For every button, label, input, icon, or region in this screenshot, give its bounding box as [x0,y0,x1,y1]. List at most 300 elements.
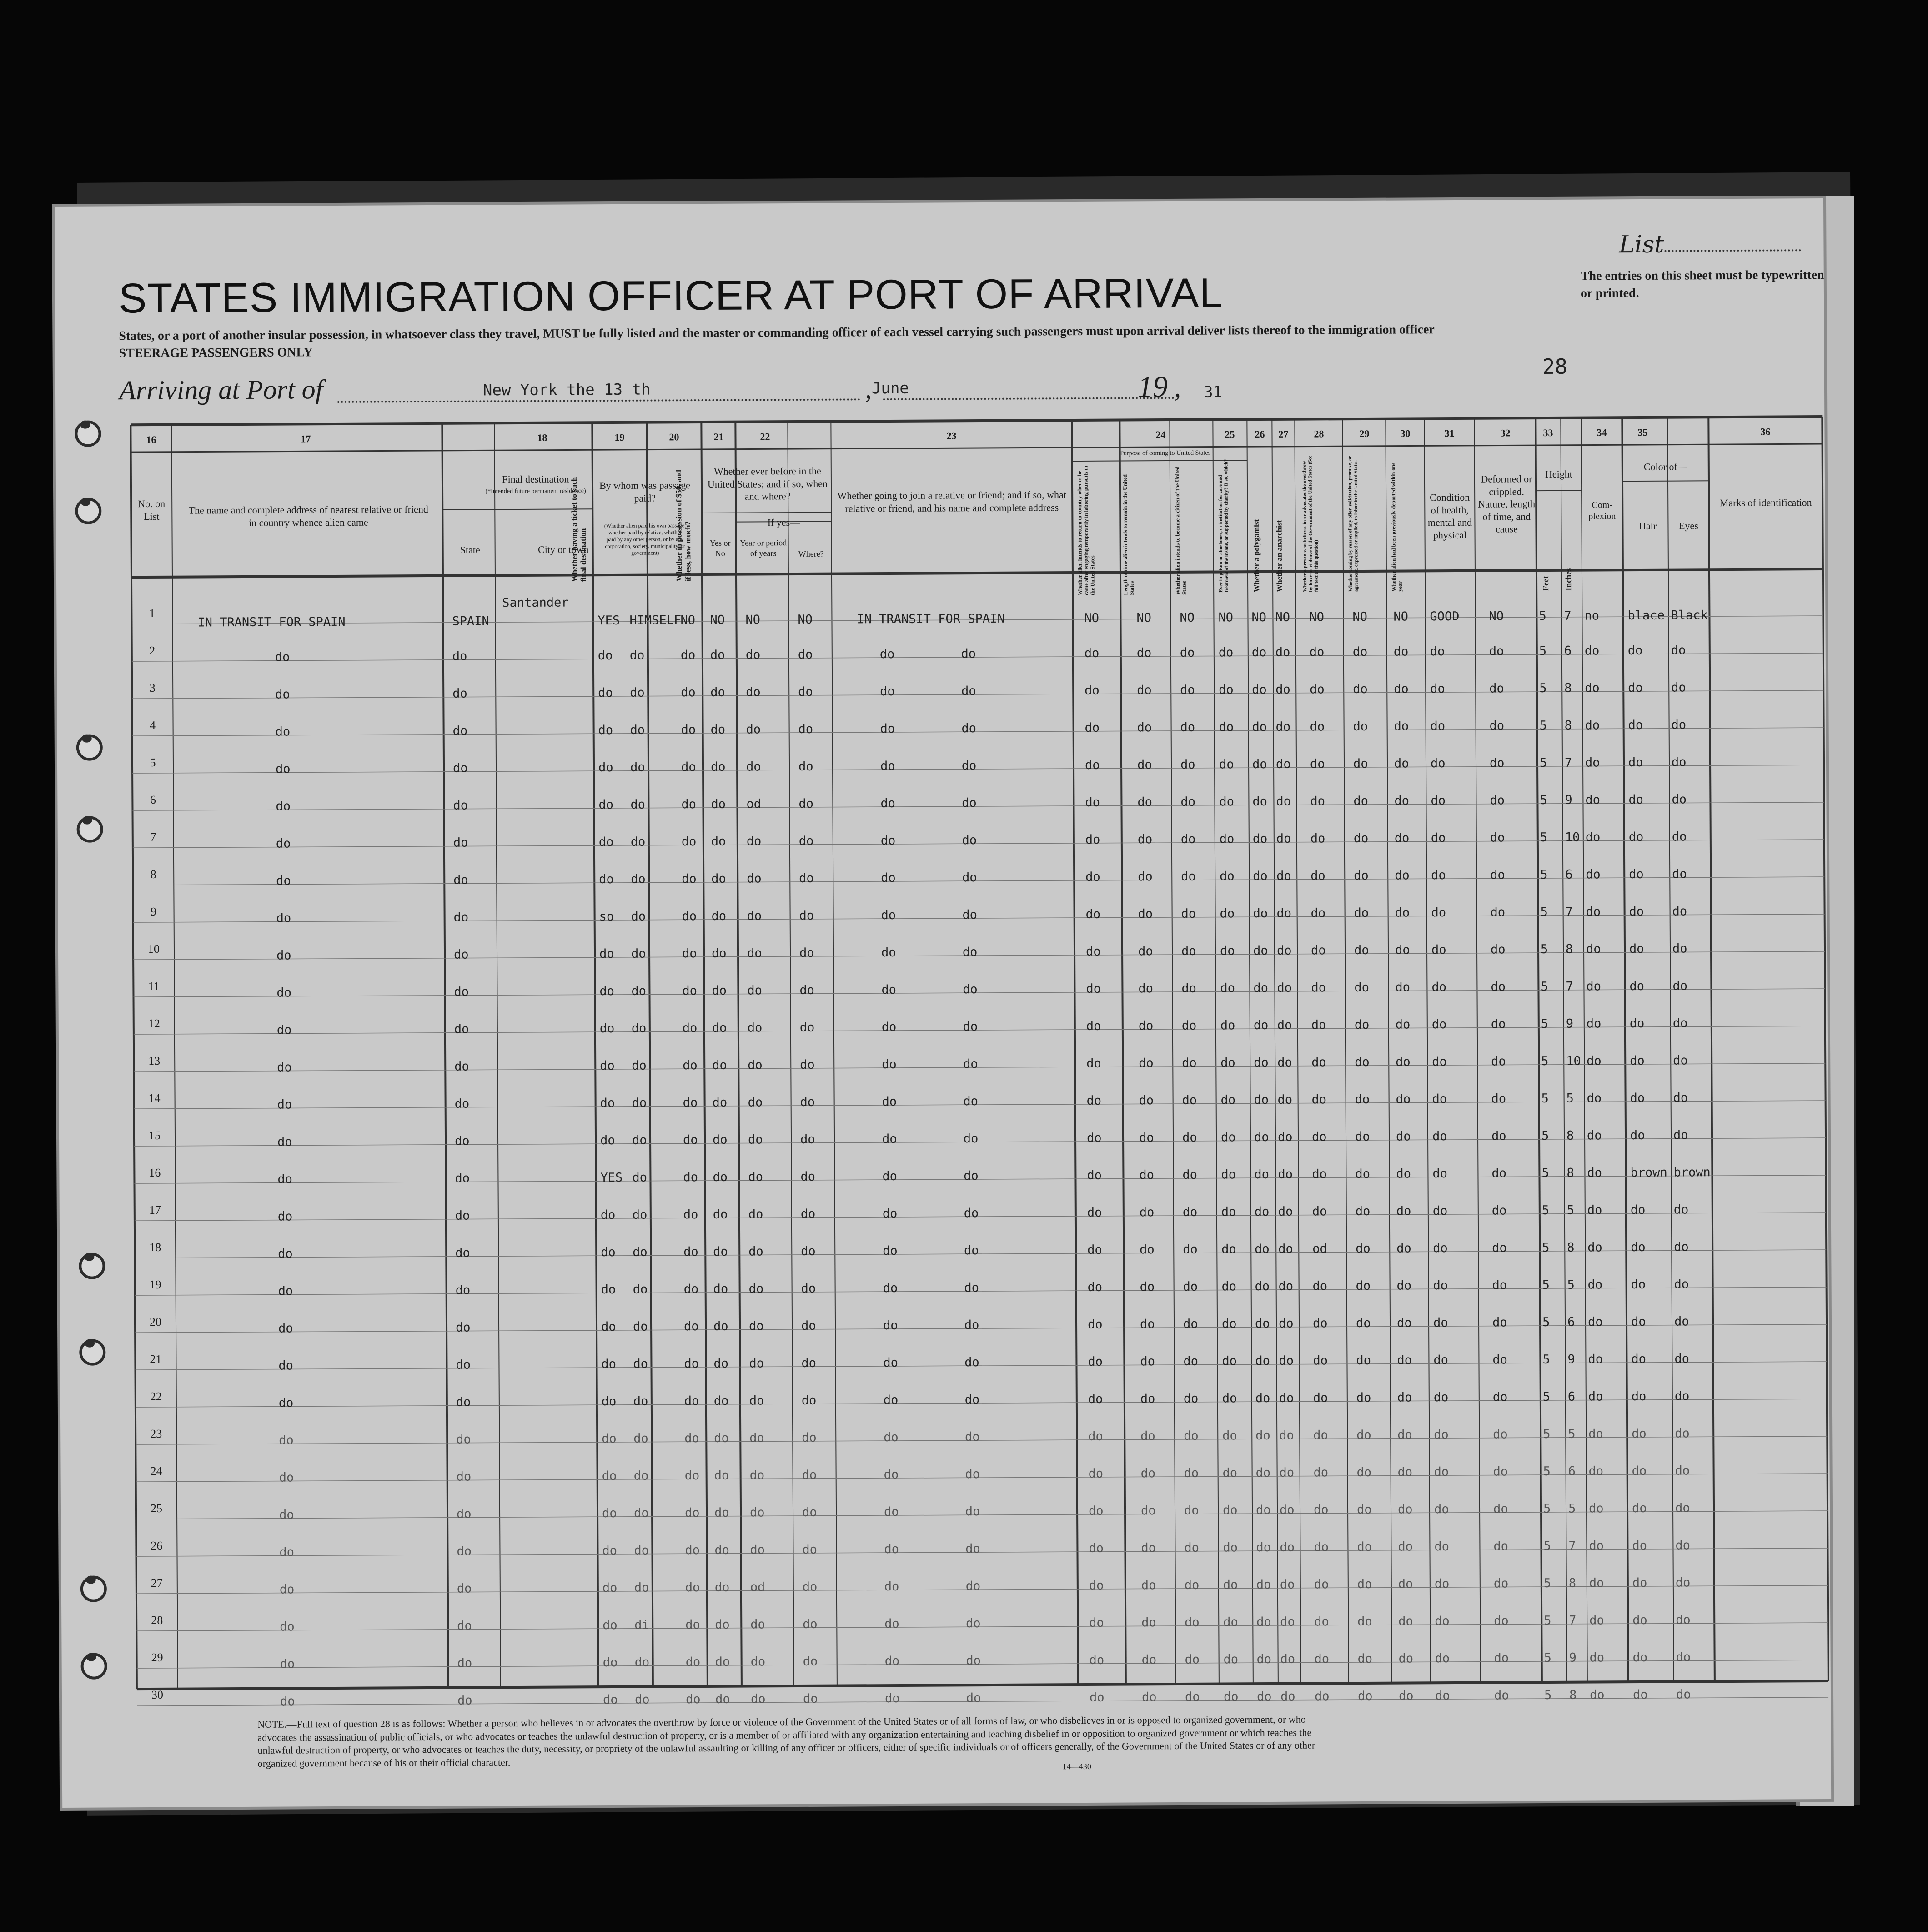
list-label: List [1619,231,1664,259]
cell-polygamist: NO [1251,610,1267,625]
cell-purpose-return: NO [1084,611,1100,625]
cell-height-feet: 5 [1540,793,1547,808]
cell-before-where: NO [798,612,813,627]
cell-height-inches: 7 [1564,609,1572,623]
cell-question-28: do [1309,645,1325,659]
cell-purpose-citizen: do [1182,1093,1197,1107]
cell-anarchist: do [1275,682,1290,697]
cell-ticket: do [598,760,613,775]
cell-height-inches: 10 [1565,830,1580,845]
cell-purpose-length: do [1137,683,1152,698]
cell-before-where: do [800,1169,816,1184]
cell-joining-relative: do do [883,1393,980,1408]
cell-joining-relative: do do [880,684,976,699]
cell-money: NO [680,613,696,628]
cell-question-28: do [1312,1167,1327,1182]
cell-previously-deported: do [1396,1241,1411,1256]
header-health: Condition of health, mental and physical [1427,491,1472,541]
cell-purpose-citizen: do [1185,1615,1200,1630]
header-years: Year or period of years [740,538,787,558]
cell-before-where: do [800,1095,815,1110]
header-ticket: Whether having a ticket to such final destination [569,477,588,582]
header-relative-address: The name and complete address of nearest relative or friend in country whence alien came [188,503,428,528]
cell-eye-color: do [1671,718,1687,732]
cell-passage-paid-by: do [631,984,647,998]
cell-hair-color: do [1632,1575,1647,1590]
cell-question-29: do [1353,682,1368,697]
column-number-23: 23 [946,430,957,442]
cell-purpose-return: do [1087,1243,1102,1257]
footnote-question-28: NOTE.—Full text of question 28 is as follows: Whether a person who believes in or advocates the overthrow by force or violence of the Government of the United States or of all forms of law, or who disbelieves in or is opposed to organized government, or who advocates the assassination of public officials, or who advocates or teaches the unlawful destruction of property, or is a member of or affiliated with any organization entertaining and teaching disbelief in or opposition to organized government or which teaches the unlawful destruction of property, or who advocates or teaches the duty, necessity, or propriety of the unlawful assaulting or killing of any officer or officers, either of specific individuals or of officers generally, of the Government of the United States or of any other organized government because of his or their official character. [257,1713,1315,1769]
cell-money: do [682,872,697,886]
cell-purpose-return: do [1084,720,1100,735]
cell-purpose-length: do [1140,1392,1155,1406]
cell-health: do [1434,1428,1449,1442]
cell-anarchist: do [1277,981,1292,995]
cell-relative-address: do [275,650,290,664]
cell-deformed: do [1490,830,1505,845]
cell-destination-state: do [457,1693,472,1708]
cell-previously-deported: NO [1393,609,1409,624]
cell-purpose-length: do [1138,870,1153,884]
cell-polygamist: do [1254,1130,1269,1145]
cell-health: do [1432,1129,1447,1144]
cell-relative-address: do [276,1023,292,1037]
cell-before-years: do [746,834,762,849]
column-number-27: 27 [1278,428,1289,440]
cell-relative-address: do [279,1545,295,1560]
cell-money: do [683,1319,699,1334]
row-number: 4 [150,718,156,732]
cell-money: do [681,723,696,737]
row-number: 27 [151,1576,163,1590]
grid-line [1295,419,1301,1684]
cell-question-29: do [1354,906,1369,921]
cell-purpose-return: do [1085,832,1100,847]
cell-before-years: do [749,1505,765,1520]
cell-purpose-citizen: do [1180,832,1196,846]
cell-question-28: do [1311,1018,1326,1032]
cell-before-yes-no: do [713,1170,728,1184]
cell-prison: do [1220,1056,1235,1070]
cell-previously-deported: do [1394,719,1409,734]
cell-destination-state: do [454,1134,470,1148]
cell-before-yes-no: do [715,1655,730,1669]
cell-height-inches: 5 [1566,1091,1574,1106]
cell-hair-color: do [1629,867,1644,882]
cell-height-inches: 6 [1568,1464,1576,1479]
cell-previously-deported: do [1396,1316,1412,1330]
header-purpose-return: Whether alien intends to return to country whence he came after engaging temporarily in laboring pursuits in the United States [1076,466,1096,596]
grid-line [171,425,178,1689]
cell-destination-state: do [453,910,469,925]
cell-previously-deported: do [1396,1129,1411,1144]
cell-destination-state: do [453,835,468,850]
cell-before-years: do [749,1431,764,1445]
cell-question-29: do [1355,1092,1370,1107]
cell-joining-relative: do do [881,908,978,923]
grid-line [1622,418,1628,1682]
cell-complexion: do [1587,1128,1602,1143]
cell-before-yes-no: do [714,1431,729,1445]
cell-prison: do [1222,1466,1238,1480]
cell-destination-state: do [452,686,467,701]
cell-purpose-return: do [1086,1019,1101,1033]
cell-anarchist: do [1279,1428,1294,1443]
cell-passage-paid-by: do [631,872,646,886]
cell-prison: do [1220,906,1235,921]
cell-purpose-return: do [1089,1653,1105,1667]
column-number-28: 28 [1314,428,1324,440]
cell-polygamist: do [1254,1055,1269,1070]
cell-hair-color: do [1632,1501,1647,1516]
cell-height-feet: 5 [1541,1091,1549,1106]
cell-eye-color: do [1672,979,1688,993]
row-number: 7 [150,830,156,844]
year-suffix: 31 [1203,383,1223,402]
cell-before-where: do [799,871,814,886]
cell-passage-paid-by: do [632,1170,648,1185]
header-color-of: Color of— [1643,461,1687,473]
cell-passage-paid-by: do [631,946,646,961]
cell-height-inches: 8 [1569,1688,1577,1702]
cell-money: do [683,1245,698,1259]
cell-purpose-return: do [1084,758,1100,772]
cell-height-feet: 5 [1543,1464,1551,1479]
cell-joining-relative: do do [883,1281,979,1296]
cell-question-29: do [1356,1278,1371,1293]
cell-destination-state: do [452,724,468,738]
cell-previously-deported: do [1393,644,1409,659]
cell-purpose-citizen: do [1181,906,1196,921]
cell-height-inches: 7 [1568,1539,1576,1553]
header-state: State [460,544,480,556]
cell-height-inches: 9 [1569,1650,1577,1665]
header-deformed: Deformed or crippled. Nature, length of time, and cause [1478,473,1536,535]
cell-complexion: do [1587,1166,1602,1180]
cell-passage-paid-by: do [634,1543,649,1558]
cell-relative-address: do [277,1097,292,1112]
cell-height-feet: 5 [1541,979,1548,994]
cell-hair-color: do [1630,1128,1645,1143]
cell-purpose-citizen: do [1183,1391,1199,1406]
cell-money: do [682,909,697,924]
cell-relative-address: do [276,799,291,814]
cell-height-inches: 8 [1564,681,1572,695]
cell-anarchist: NO [1275,610,1290,624]
cell-health: do [1430,682,1445,696]
cell-before-where: do [799,983,815,998]
cell-polygamist: do [1252,757,1267,772]
cell-eye-color: do [1674,1389,1690,1404]
cell-hair-color: do [1632,1687,1648,1702]
cell-prison: do [1220,1130,1236,1145]
cell-anarchist: do [1278,1242,1293,1256]
cell-relative-address: do [278,1358,294,1373]
cell-deformed: do [1493,1464,1508,1479]
cell-height-inches: 8 [1567,1240,1575,1255]
cell-deformed: do [1492,1390,1508,1404]
cell-relative-address: do [276,911,291,926]
cell-polygamist: do [1253,906,1268,921]
cell-question-28: do [1312,1279,1328,1293]
cell-previously-deported: do [1396,1167,1411,1181]
cell-before-years: do [750,1655,766,1669]
cell-eye-color: do [1673,1202,1689,1217]
cell-height-inches: 9 [1566,1016,1574,1031]
cell-ticket: do [602,1618,618,1633]
cell-destination-state: SPAIN [452,614,489,629]
cell-joining-relative: do do [882,1132,979,1147]
row-number: 29 [151,1650,163,1664]
cell-before-where: do [798,647,813,662]
cell-money: do [683,1058,698,1073]
row-number: 8 [150,867,156,881]
cell-purpose-citizen: do [1183,1242,1198,1257]
cell-purpose-return: do [1084,646,1100,660]
cell-eye-color: do [1675,1464,1690,1478]
grid-line [701,422,708,1686]
cell-joining-relative: IN TRANSIT FOR SPAIN [857,611,1005,627]
cell-anarchist: do [1276,794,1291,809]
cell-purpose-return: do [1088,1504,1104,1518]
cell-height-inches: 5 [1566,1203,1575,1218]
cell-question-28: do [1311,1092,1327,1107]
cell-before-where: do [802,1542,818,1557]
cell-ticket: YES [597,613,620,628]
cell-before-yes-no: do [710,760,726,774]
cell-before-where: do [801,1356,817,1371]
cell-eye-color: do [1671,680,1686,695]
cell-passage-paid-by: do [631,1021,647,1036]
cell-height-feet: 5 [1539,609,1546,624]
column-number-35: 35 [1637,426,1648,438]
cell-previously-deported: do [1397,1428,1412,1442]
header-if-yes: If yes— [767,516,800,528]
header-hair: Hair [1638,520,1657,532]
cell-purpose-return: do [1089,1541,1104,1555]
row-number: 16 [149,1166,161,1180]
cell-prison: do [1223,1652,1239,1667]
cell-health: do [1435,1689,1450,1703]
cell-passage-paid-by: do [633,1506,649,1520]
comma: , [1174,372,1181,402]
cell-passage-paid-by: do [634,1580,649,1595]
cell-ticket: do [598,686,613,700]
grid-line [592,423,598,1687]
cell-before-where: do [798,759,813,774]
grid-line [1272,419,1278,1684]
cell-eye-color: do [1672,830,1687,844]
cell-question-28: do [1313,1428,1328,1443]
cell-joining-relative: do do [880,796,977,811]
cell-ticket: do [597,649,613,663]
cell-eye-color: do [1676,1613,1691,1627]
cell-height-feet: 5 [1542,1278,1550,1293]
cell-hair-color: do [1631,1389,1647,1404]
cell-complexion: do [1588,1427,1603,1441]
cell-passage-paid-by: do [633,1319,648,1334]
cell-question-29: do [1354,1017,1370,1032]
cell-complexion: do [1589,1688,1605,1702]
cell-eye-color: do [1676,1650,1691,1665]
cell-polygamist: do [1253,943,1268,958]
cell-question-28: do [1310,682,1325,697]
header-passage-note: (Whether alien paid his own passage, whether paid by relative, whether paid by any other person, or by any corporation, society, municipality, or government) [604,522,686,556]
cell-question-28: do [1314,1577,1329,1592]
cell-prison: do [1219,832,1235,846]
header-eyes: Eyes [1679,520,1698,532]
cell-passage-paid-by: do [632,1133,647,1147]
cell-purpose-return: do [1085,907,1101,921]
header-purpose: Purpose of coming to United States [1120,449,1211,457]
cell-purpose-citizen: do [1184,1578,1200,1592]
cell-prison: do [1220,944,1235,958]
cell-eye-color: Black [1671,608,1708,623]
cell-relative-address: do [279,1508,294,1522]
cell-height-inches: 6 [1567,1315,1575,1329]
cell-passage-paid-by: do [633,1357,648,1371]
cell-anarchist: do [1277,1130,1293,1144]
cell-previously-deported: do [1398,1540,1413,1554]
subtitle-text: States, or a port of another insular possession, in whatsoever class they travel, MUST be fully listed and the master or commanding officer of each vessel carrying such passengers must upon arrival deliver lists thereof to the immigration officer [119,322,1435,343]
cell-passage-paid-by: do [633,1282,648,1297]
cell-before-years: do [749,1468,765,1483]
row-number: 17 [149,1203,161,1217]
cell-question-28: od [1312,1242,1327,1256]
cell-relative-address: do [278,1247,293,1261]
cell-purpose-length: do [1141,1653,1157,1667]
cell-purpose-length: do [1141,1615,1156,1630]
cell-ticket: do [601,1282,616,1297]
cell-prison: do [1221,1317,1237,1331]
cell-ticket: do [600,1133,615,1148]
cell-before-years: do [748,1132,763,1147]
cell-purpose-citizen: do [1182,1205,1198,1219]
header-passage: By whom was passage paid? [599,479,690,504]
cell-ticket: so [599,910,614,924]
cell-hair-color: do [1627,643,1643,658]
cell-purpose-return: do [1084,683,1100,698]
cell-height-inches: 7 [1564,755,1572,770]
cell-deformed: do [1491,1017,1506,1031]
cell-health: do [1431,1017,1447,1032]
cell-before-years: do [748,1058,763,1072]
cell-eye-color: do [1675,1575,1691,1590]
cell-purpose-length: do [1137,795,1153,810]
cell-purpose-length: do [1140,1280,1155,1294]
cell-height-inches: 9 [1565,793,1572,807]
cell-height-feet: 5 [1544,1688,1552,1703]
cell-previously-deported: do [1394,831,1410,845]
cell-purpose-return: do [1087,1205,1102,1220]
header-height: Height [1545,468,1572,480]
cell-anarchist: do [1280,1540,1295,1555]
cell-anarchist: do [1279,1465,1295,1480]
cell-prison: do [1223,1578,1238,1592]
cell-purpose-return: do [1089,1578,1104,1593]
cell-purpose-length: do [1140,1243,1155,1257]
cell-polygamist: do [1254,1092,1269,1107]
cell-before-where: do [801,1318,816,1333]
cell-height-feet: 5 [1539,718,1547,733]
cell-polygamist: do [1254,1167,1270,1182]
cell-passage-paid-by: do [633,1431,648,1446]
cell-purpose-citizen: do [1181,944,1196,958]
cell-deformed: do [1490,942,1506,957]
cell-deformed: do [1490,868,1505,882]
cell-before-yes-no: do [713,1244,728,1259]
header-final-destination-note: (*Intended future permanent residence) [485,488,586,495]
cell-prison: do [1221,1242,1236,1257]
cell-purpose-citizen: do [1185,1690,1200,1704]
header-feet: Feet [1541,575,1551,591]
cell-relative-address: do [278,1284,293,1298]
cell-hair-color: do [1632,1426,1647,1441]
cell-purpose-return: do [1089,1615,1104,1630]
cell-height-feet: 5 [1541,1128,1549,1143]
header-purpose-citizen: Whether alien intends to become a citizen of the United States [1174,466,1187,595]
cell-hair-color: do [1628,718,1643,733]
cell-purpose-length: NO [1136,611,1152,625]
cell-complexion: do [1586,905,1601,919]
cell-eye-color: do [1674,1277,1689,1292]
header-inches: Inches [1563,568,1573,591]
cell-anarchist: do [1280,1577,1295,1592]
month-value: June [871,379,909,398]
cell-before-where: do [801,1281,816,1296]
cell-question-29: do [1356,1316,1371,1331]
cell-question-28: do [1313,1391,1328,1405]
cell-purpose-length: do [1139,1168,1155,1182]
cell-polygamist: do [1255,1242,1270,1257]
cell-joining-relative: do do [884,1504,980,1519]
cell-purpose-return: do [1085,795,1100,810]
cell-prison: do [1221,1279,1237,1294]
cell-purpose-length: do [1138,907,1153,921]
cell-complexion: do [1586,942,1601,956]
cell-polygamist: do [1255,1279,1270,1294]
cell-money: do [681,760,696,775]
cell-height-feet: 5 [1541,1054,1549,1069]
cell-before-yes-no: do [711,909,727,923]
cell-ticket: do [601,1357,617,1372]
cell-purpose-return: do [1085,870,1100,884]
cell-before-yes-no: do [715,1617,730,1632]
cell-before-years: do [749,1356,764,1371]
cell-hair-color: do [1629,941,1644,956]
column-number-32: 32 [1500,427,1511,439]
cell-deformed: do [1489,681,1504,696]
cell-before-where: do [800,1132,815,1147]
cell-destination-state: do [457,1581,472,1596]
cell-before-yes-no: do [710,648,725,662]
cell-destination-state: do [452,649,467,664]
cell-eye-color: do [1672,792,1687,807]
row-number: 26 [151,1539,163,1553]
cell-money: do [683,1096,698,1110]
cell-before-yes-no: do [713,1394,729,1408]
cell-height-feet: 5 [1543,1576,1551,1591]
cell-height-feet: 5 [1542,1240,1550,1255]
cell-eye-color: do [1673,1128,1688,1142]
cell-eye-color: do [1673,1091,1688,1105]
cell-deformed: do [1491,1166,1507,1181]
cell-purpose-length: do [1140,1504,1156,1518]
cell-question-29: do [1356,1353,1371,1368]
cell-prison: do [1219,757,1234,772]
cell-joining-relative: do do [884,1542,980,1557]
